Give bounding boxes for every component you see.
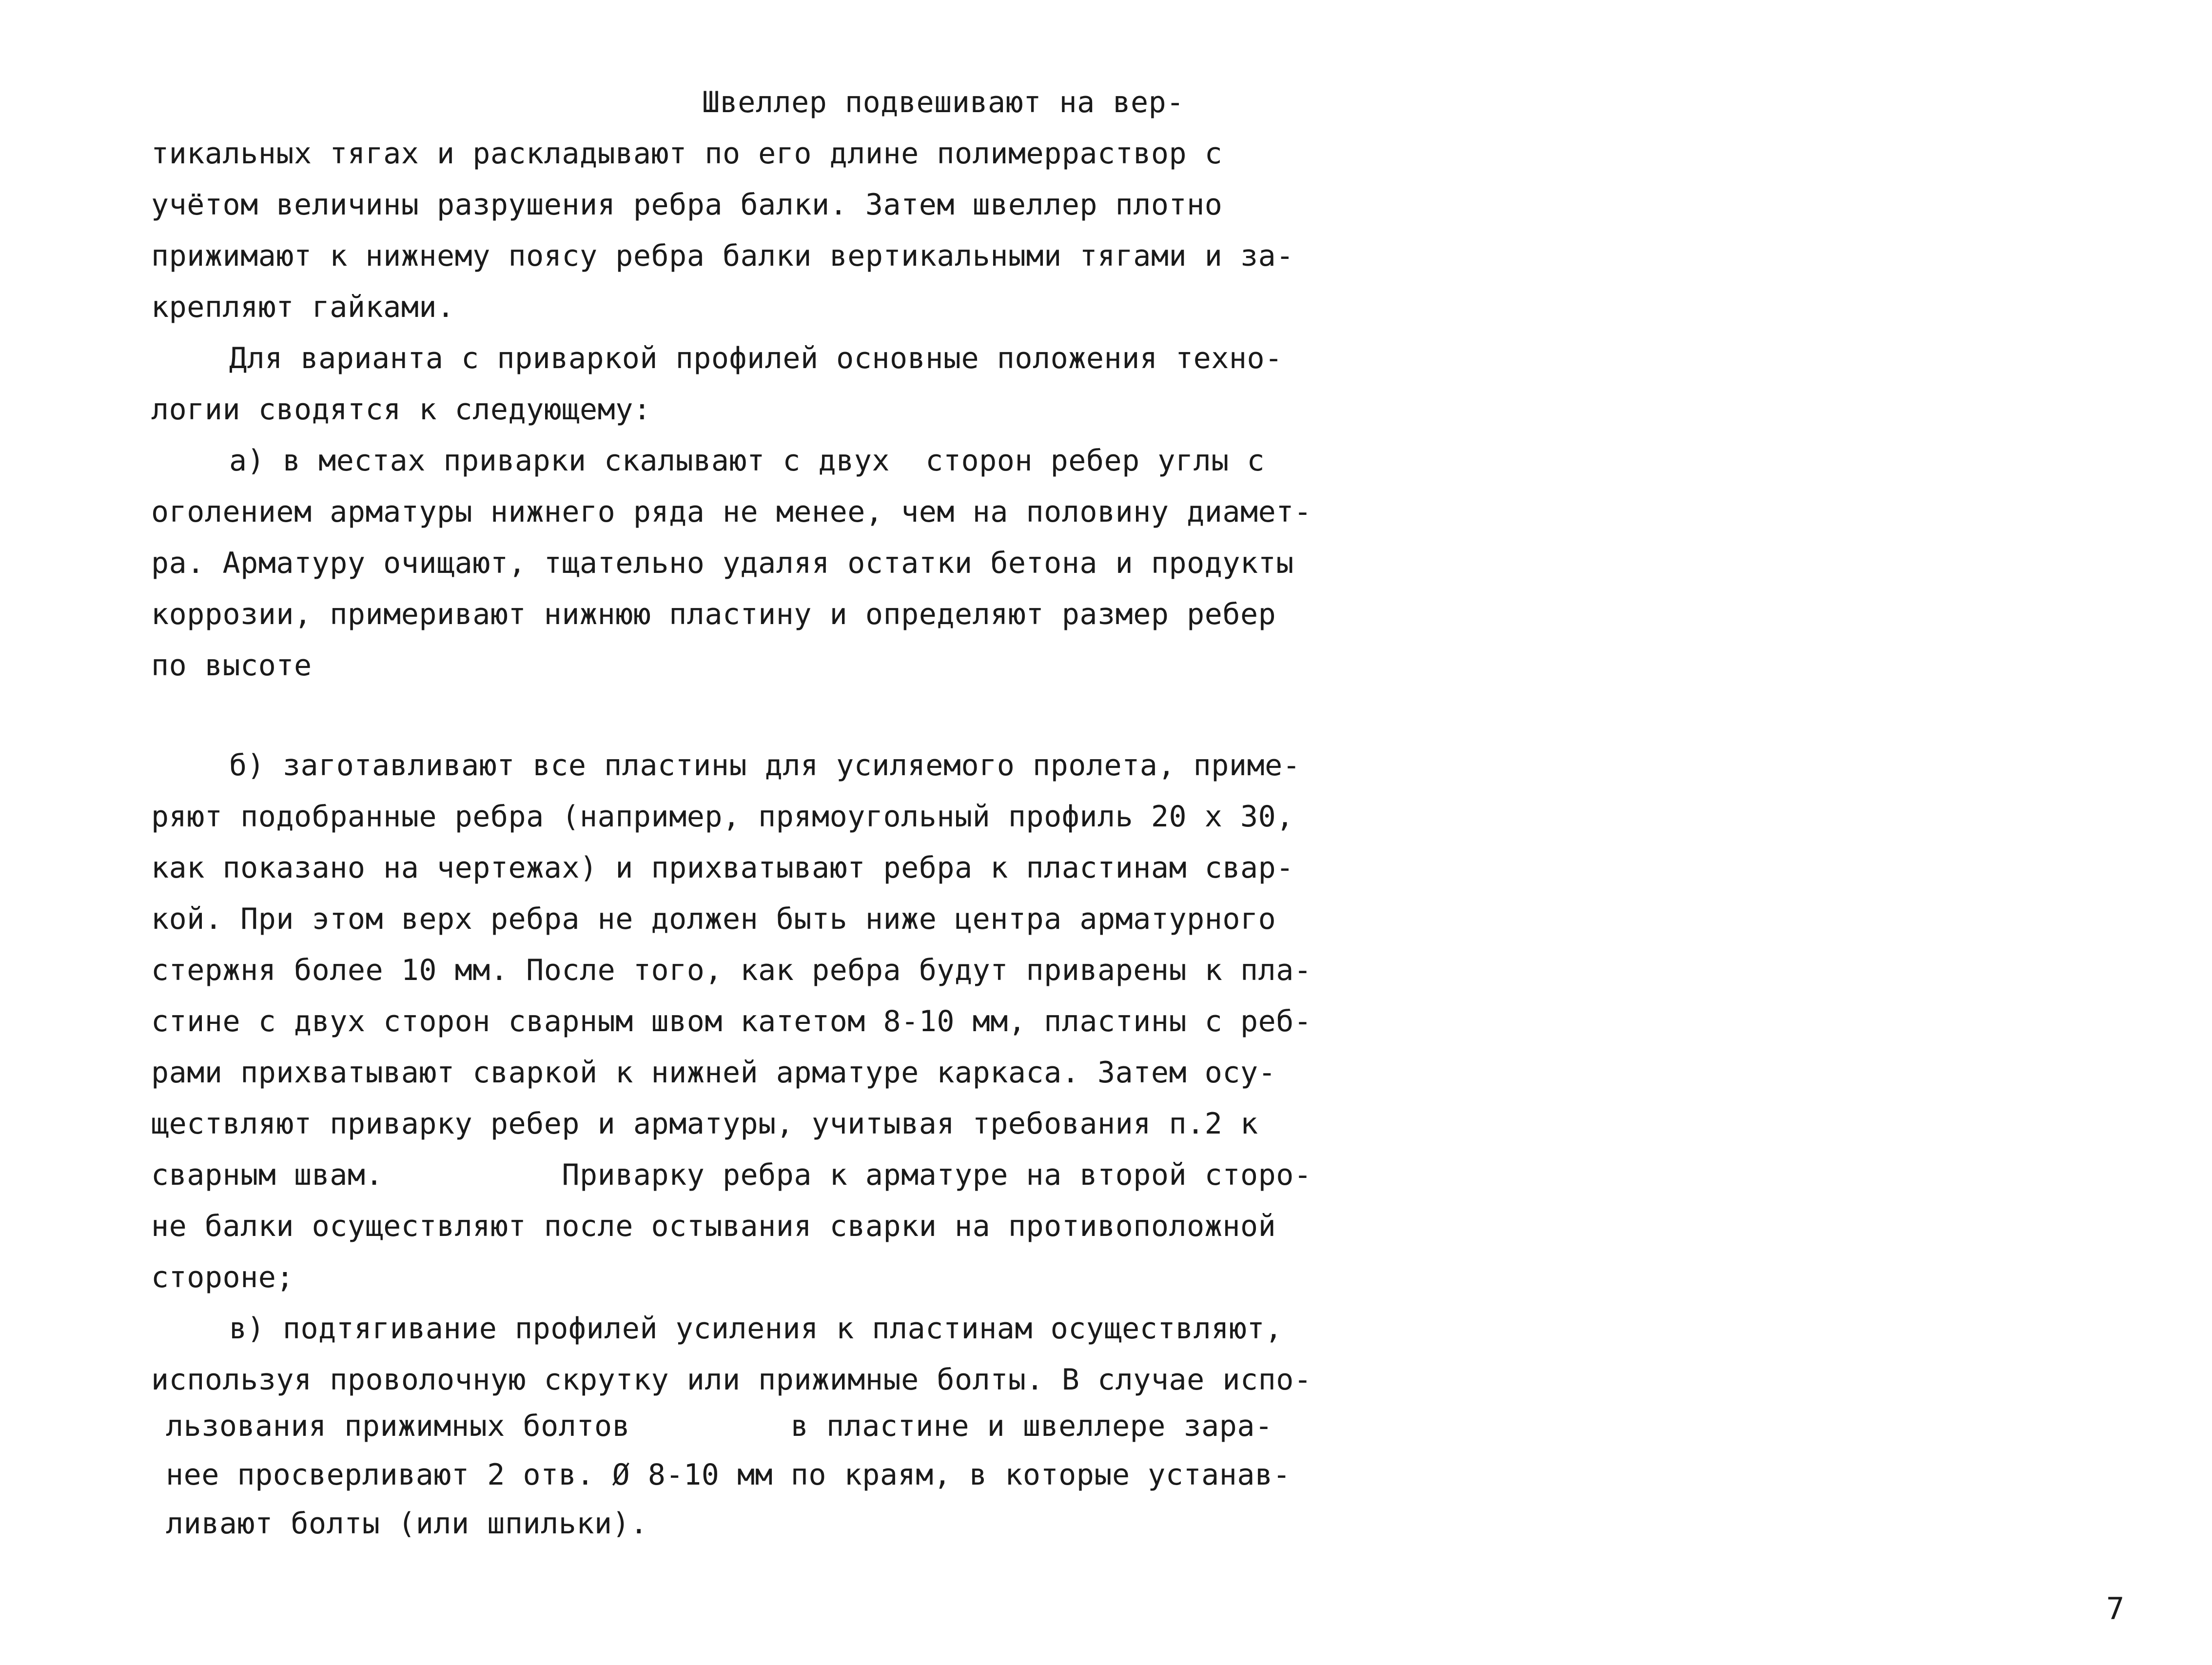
text-line-18: стине с двух сторон сварным швом катетом 8-10 мм, пластины с реб- — [151, 1004, 1312, 1038]
text-line-26: льзования прижимных болтов в пластине и швеллере зара- — [166, 1409, 1273, 1443]
text-line-28: ливают болты (или шпильки). — [166, 1507, 648, 1541]
page-number: 7 — [2106, 1591, 2125, 1626]
text-line-3: учётом величины разрушения ребра балки. Затем швеллер плотно — [151, 188, 1223, 222]
text-line-25: используя проволочную скрутку или прижимные болты. В случае испо- — [151, 1363, 1312, 1397]
text-line-12: по высоте — [151, 648, 312, 683]
text-line-14: ряют подобранные ребра (например, прямоугольный профиль 20 х 30, — [151, 800, 1294, 834]
text-line-23: стороне; — [151, 1260, 294, 1294]
text-line-4: прижимают к нижнему поясу ребра балки вертикальными тягами и за- — [151, 239, 1294, 273]
text-line-10: ра. Арматуру очищают, тщательно удаляя остатки бетона и продукты — [151, 546, 1294, 580]
text-line-27: нее просверливают 2 отв. Ø 8-10 мм по краям, в которые устанав- — [166, 1458, 1291, 1492]
text-line-21: сварным швам. Приварку ребра к арматуре на второй сторо- — [151, 1158, 1312, 1192]
text-line-5: крепляют гайками. — [151, 290, 455, 324]
text-line-24: в) подтягивание профилей усиления к пластинам осуществляют, — [229, 1312, 1283, 1346]
text-line-19: рами прихватывают сваркой к нижней арматуре каркаса. Затем осу- — [151, 1056, 1276, 1090]
text-line-22: не балки осуществляют после остывания сварки на противоположной — [151, 1209, 1276, 1243]
text-line-8: а) в местах приварки скалывают с двух сторон ребер углы с — [229, 444, 1265, 478]
text-line-13: б) заготавливают все пластины для усиляемого пролета, приме- — [229, 748, 1301, 783]
text-line-6: Для варианта с приваркой профилей основные положения техно- — [229, 341, 1283, 375]
text-line-17: стержня более 10 мм. После того, как ребра будут приварены к пла- — [151, 953, 1312, 987]
text-line-16: кой. При этом верх ребра не должен быть ниже центра арматурного — [151, 902, 1276, 936]
text-line-11: коррозии, примеривают нижнюю пластину и определяют размер ребер — [151, 597, 1276, 631]
text-line-1: Швеллер подвешивают на вер- — [702, 85, 1184, 119]
text-line-20: ществляют приварку ребер и арматуры, учитывая требования п.2 к — [151, 1107, 1258, 1141]
text-line-7: логии сводятся к следующему: — [151, 392, 651, 427]
text-line-15: как показано на чертежах) и прихватывают ребра к пластинам свар- — [151, 851, 1294, 885]
text-line-2: тикальных тягах и раскладывают по его длине полимерраствор с — [151, 137, 1223, 171]
text-line-9: оголением арматуры нижнего ряда не менее, чем на половину диамет- — [151, 495, 1312, 529]
